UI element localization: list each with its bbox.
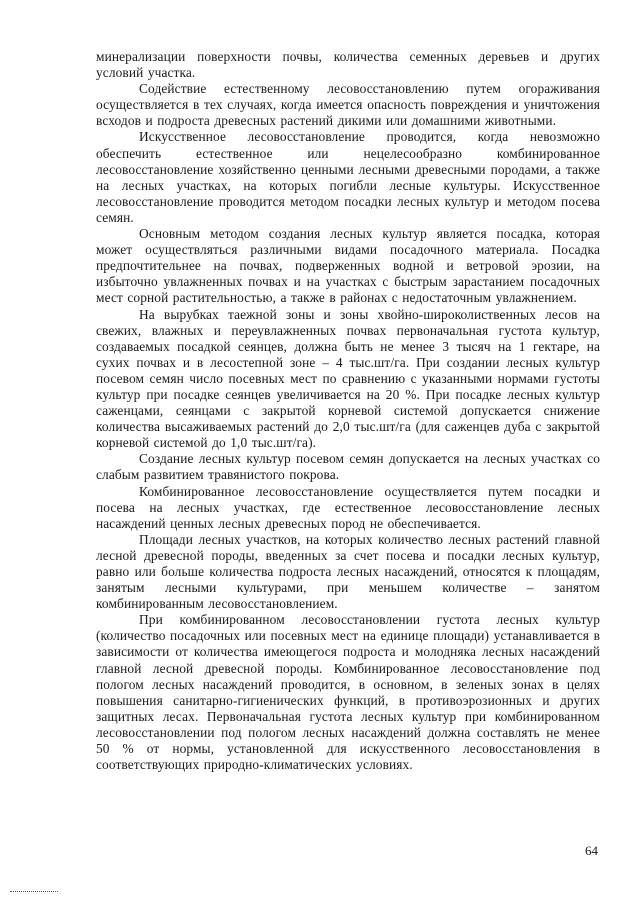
paragraph-natural-regeneration-fencing: Содействие естественному лесовосстановлению путем огораживания осуществляется в тех случаях, когда имеется опасность повреждения и уничтожения всходов и подроста древесных растений дикими или домашними животными. <box>96 81 600 129</box>
body-text <box>96 49 600 773</box>
paragraph-initial-density: На вырубках таежной зоны и зоны хвойно-широколиственных лесов на свежих, влажных и переувлажненных почвах первоначальная густота культур, создаваемых посадкой сеянцев, должна быть не менее 3 тысяч на 1 гектаре, на сухих почвах и в лесостепной зоне – 4 тыс.шт/га. При создании лесных культур посевом семян число посевных мест по сравнению с указанными нормами густоты культур при посадке сеянцев увеличивается на 20 %. При посадке лесных культур саженцами, сеянцами с закрытой корневой системой допускается снижение количества высаживаемых растений до 2,0 тыс.шт/га (для саженцев дуба с закрытой корневой системой до 1,0 тыс.шт/га). <box>96 306 600 451</box>
page-number: 64 <box>585 843 598 858</box>
paragraph-continued: минерализации поверхности почвы, количества семенных деревьев и других условий участка. <box>96 49 600 81</box>
paragraph-planting-method: Основным методом создания лесных культур является посадка, которая может осуществляться различными видами посадочного материала. Посадка предпочтительнее на почвах, подверженных водной и ветровой эрозии, на избыточно увлажненных почвах и на участках с быстрым зарастанием посадочных мест сорной растительностью, а также в районах с недостаточным увлажнением. <box>96 226 600 306</box>
paragraph-combined-density: При комбинированном лесовосстановлении густота лесных культур (количество посадочных или посевных мест на единице площади) устанавливается в зависимости от количества имеющегося подроста и молодняка лесных насаждений главной лесной древесной породы. Комбинированное лесовосстановление под пологом лесных насаждений проводится, в основном, в зеленых зонах в целях повышения санитарно-гигиенических функций, в противоэрозионных и других защитных лесах. Первоначальная густота лесных культур при комбинированном лесовосстановлении под пологом лесных насаждений должна составлять не менее 50 % от нормы, установленной для искусственного лесовосстановления в соответствующих природно-климатических условиях. <box>96 612 600 773</box>
footer-divider <box>10 891 58 892</box>
paragraph-area-classification: Площади лесных участков, на которых количество лесных растений главной лесной древесной породы, введенных за счет посева и посадки лесных культур, равно или больше количества подроста лесных насаждений, относятся к площадям, занятым лесными культурами, при меньшем количестве – занятом комбинированным лесовосстановлением. <box>96 531 600 612</box>
paragraph-combined-regeneration: Комбинированное лесовосстановление осуществляется путем посадки и посева на лесных участках, где естественное лесовосстановление лесных насаждений ценных лесных древесных пород не обеспечивается. <box>96 483 600 531</box>
paragraph-artificial-regeneration: Искусственное лесовосстановление проводится, когда невозможно обеспечить естественное или нецелесообразно комбинированное лесовосстановление хозяйственно ценными лесными древесными породами, а также на лесных участках, на которых погибли лесные культуры. Искусственное лесовосстановление проводится методом посадки лесных культур и методом посева семян. <box>96 129 600 225</box>
paragraph-seed-sowing: Создание лесных культур посевом семян допускается на лесных участках со слабым развитием травянистого покрова. <box>96 451 600 483</box>
